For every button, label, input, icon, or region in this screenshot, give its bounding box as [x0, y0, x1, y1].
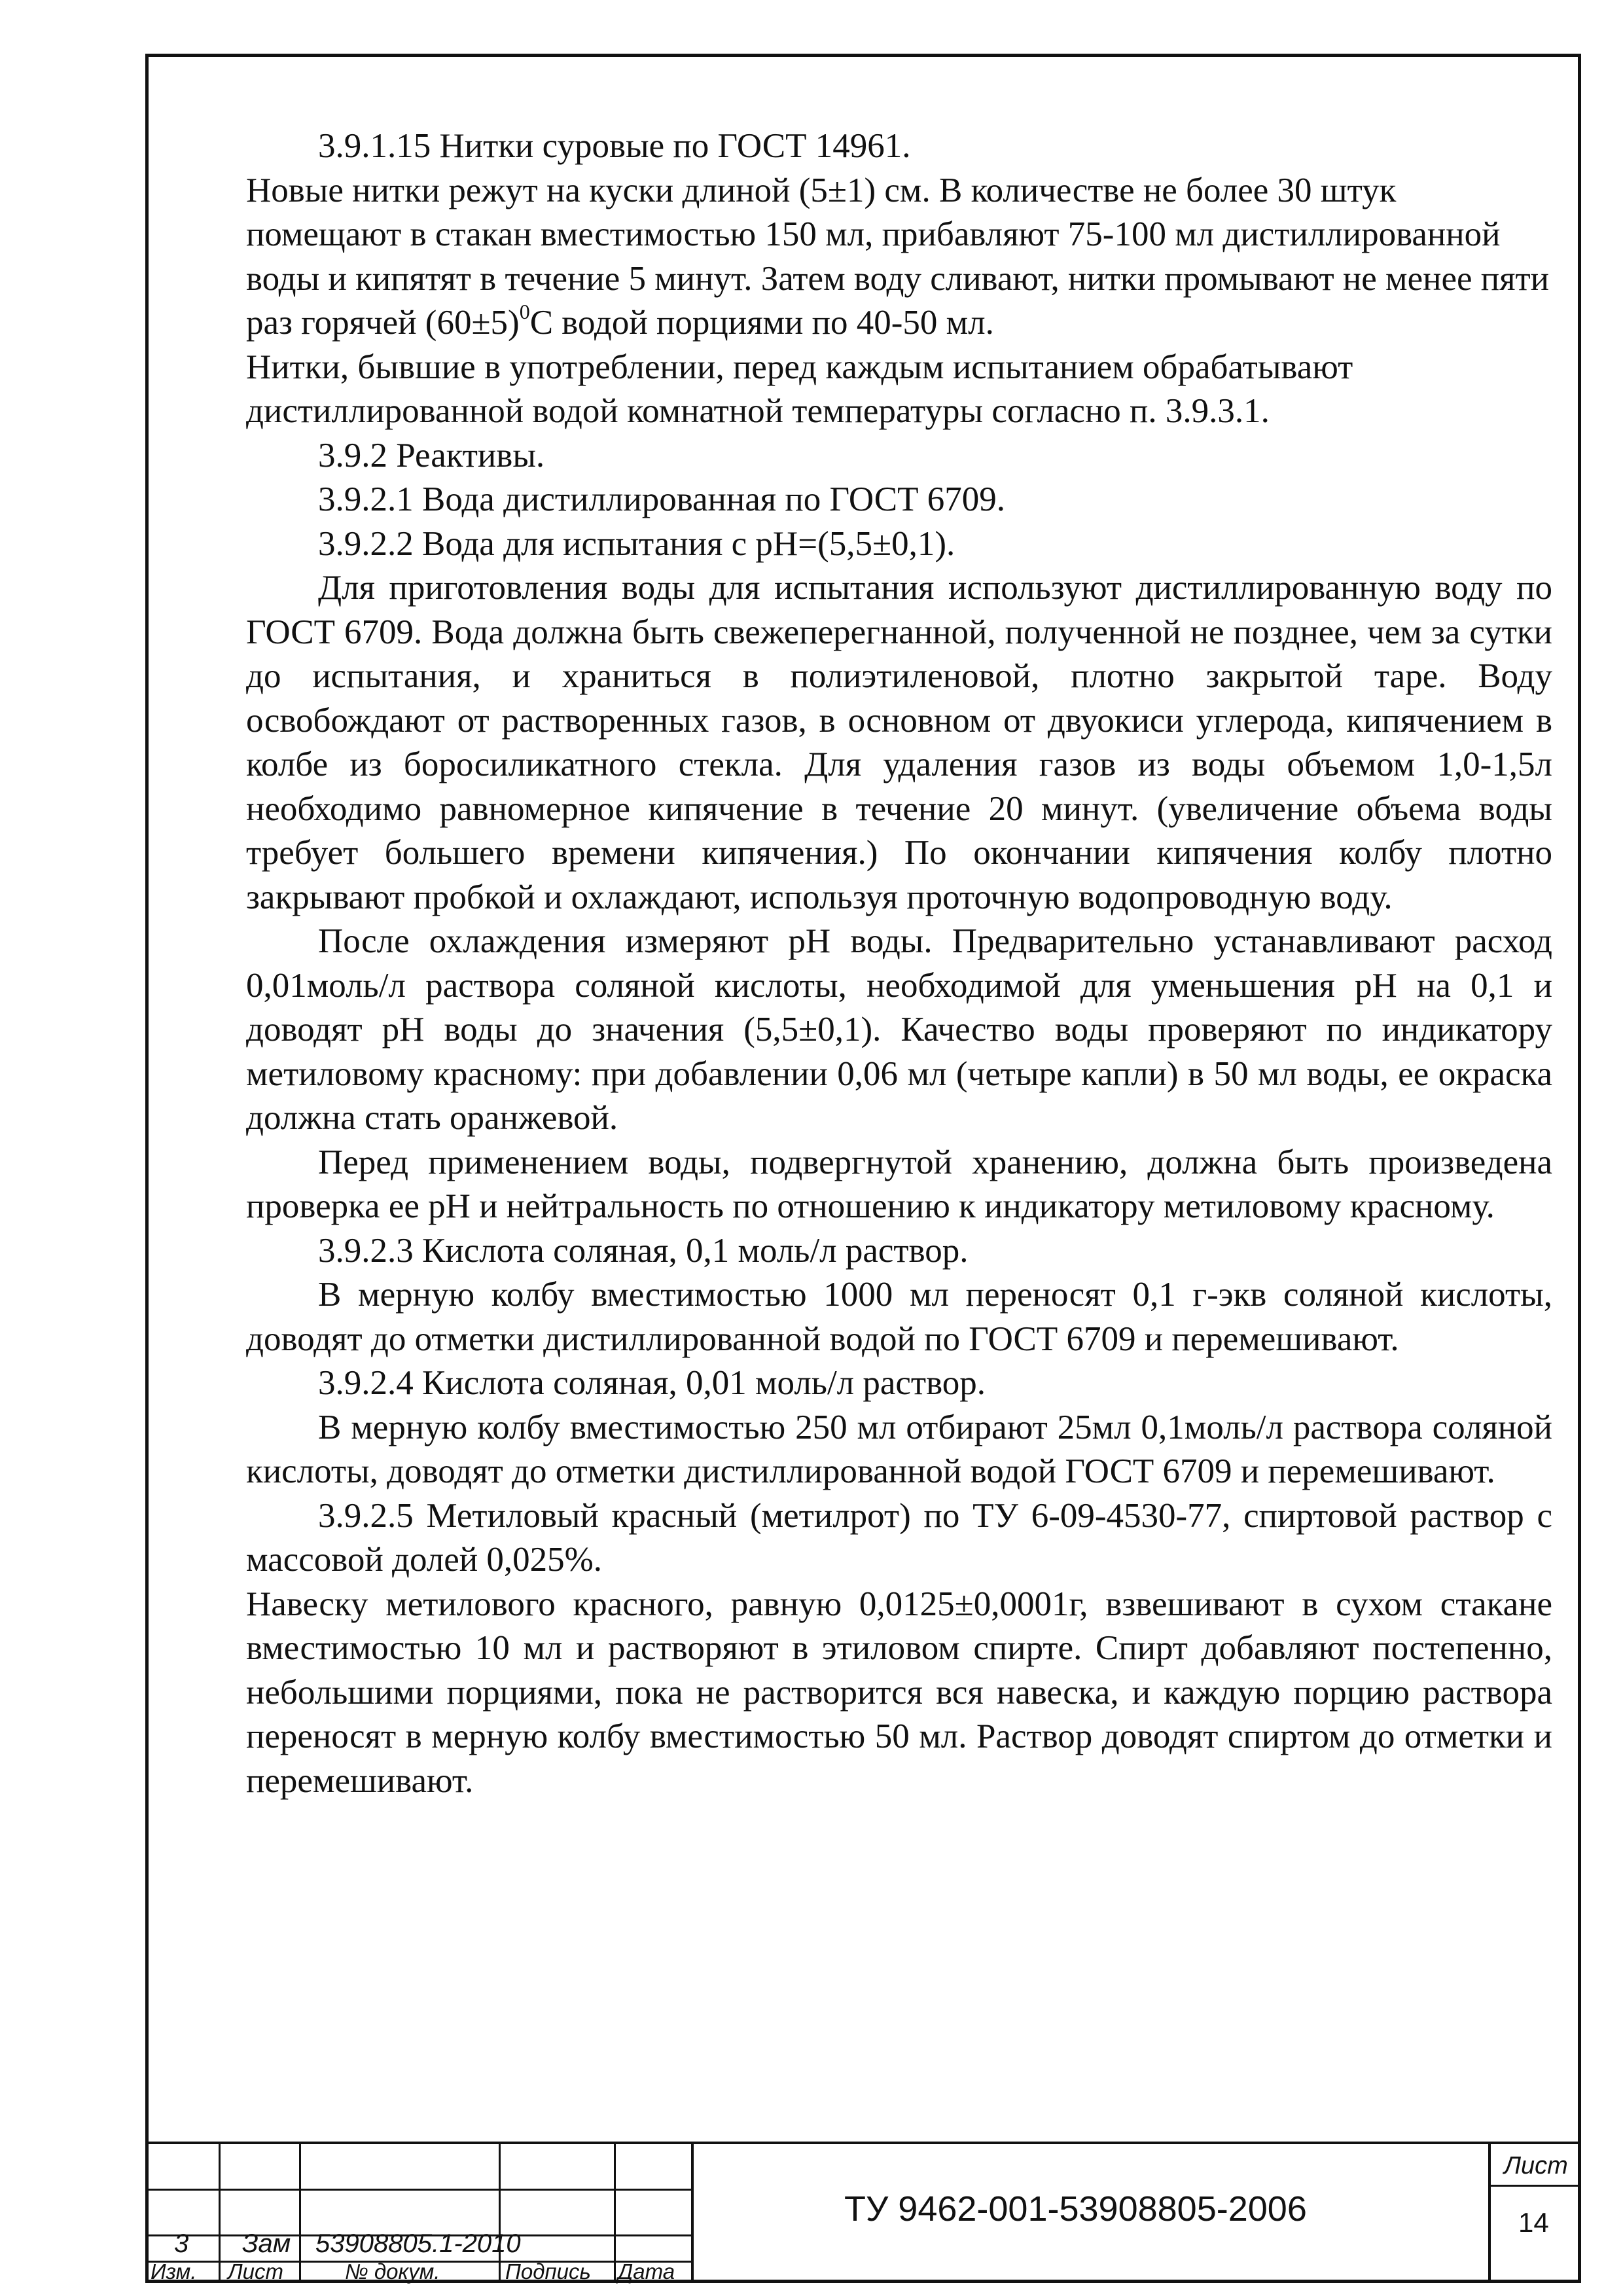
paragraph: 3.9.2.5 Метиловый красный (метилрот) по ТУ 6-09-4530-77, спиртовой раствор с массовой долей 0,025%. [246, 1496, 1552, 1579]
paragraph: В мерную колбу вместимостью 250 мл отбирают 25мл 0,1моль/л раствора соляной кислоты, доводят до отметки дистиллированной водой ГОСТ 6709 и перемешивают. [246, 1408, 1552, 1490]
paragraph: Нитки, бывшие в употреблении, перед каждым испытанием обрабатывают дистиллированной водой комнатной температуры согласно п. 3.9.3.1. [246, 348, 1353, 430]
paragraph: В мерную колбу вместимостью 1000 мл переносят 0,1 г-экв соляной кислоты, доводят до отметки дистиллированной водой по ГОСТ 6709 и перемешивают. [246, 1276, 1552, 1358]
paragraph: 3.9.1.15 Нитки суровые по ГОСТ 14961. [318, 127, 911, 165]
paragraph: Навеску метилового красного, равную 0,0125±0,0001г, взвешивают в сухом стакане вместимостью 10 мл и растворяют в этиловом спирте. Спирт добавляют постепенно, небольшими порциями, пока не растворится вся навеска, и каждую порцию раствора переносят в мерную колбу вместимостью 50 мл. Раствор доводят спиртом до отметки и перемешивают. [246, 1585, 1552, 1800]
stamp-doc-number-label: № докум. [345, 2259, 440, 2284]
stamp-list-label: Лист [228, 2259, 283, 2284]
stamp-list-value: Зам [242, 2229, 291, 2258]
title-block [145, 2142, 1581, 2283]
stamp-date-label: Дата [618, 2259, 675, 2284]
document-code-title: ТУ 9462-001-53908805-2006 [844, 2189, 1307, 2229]
stamp-izm-value: 3 [174, 2229, 189, 2258]
paragraph: Новые нитки режут на куски длиной (5±1) см. В количестве не более 30 штук помещают в стакан вместимостью 150 мл, прибавляют 75-100 мл дистиллированной воды и кипятят в течение 5 минут. Затем воду сливают, нитки промывают не менее пяти раз горячей $(60\pm 5)^0С$ водой порциями по 40-50 мл. [246, 171, 1550, 342]
paragraph: После охлаждения измеряют pH воды. Предварительно устанавливают расход 0,01моль/л раствора соляной кислоты, необходимой для уменьшения pH на 0,1 и доводят pH воды до значения (5,5±0,1). Качество воды проверяют по индикатору метиловому красному: при добавлении 0,06 мл (четыре капли) в 50 мл воды, ее окраска должна стать оранжевой. [246, 922, 1552, 1137]
paragraph: 3.9.2.3 Кислота соляная, 0,1 моль/л раствор. [318, 1231, 969, 1270]
sheet-label: Лист [1504, 2152, 1568, 2179]
paragraph: Перед применением воды, подвергнутой хранению, должна быть произведена проверка ее pH и нейтральность по отношению к индикатору метиловому красному. [246, 1143, 1552, 1225]
stamp-signature-label: Подпись [505, 2259, 591, 2284]
paragraph: 3.9.2 Реактивы. [318, 436, 545, 475]
paragraph: Для приготовления воды для испытания используют дистиллированную воду по ГОСТ 6709. Вода должна быть свежеперегнанной, полученной не позднее, чем за сутки до испытания, и храниться в полиэтиленовой, плотно закрытой таре. Воду освобождают от растворенных газов, в основном от двуокиси углерода, кипячением в колбе из боросиликатного стекла. Для удаления газов из воды объемом 1,0-1,5л необходимо равномерное кипячение в течение 20 минут. (увеличение объема воды требует большего времени кипячения.) По окончании кипячения колбу плотно закрывают пробкой и охлаждают, используя проточную водопроводную воду. [246, 569, 1552, 916]
paragraph: 3.9.2.4 Кислота соляная, 0,01 моль/л раствор. [318, 1364, 986, 1402]
stamp-doc-number-value: 53908805.1-2010 [315, 2229, 521, 2258]
sheet-number: 14 [1518, 2207, 1549, 2238]
stamp-izm-label: Изм. [151, 2259, 197, 2284]
paragraph: 3.9.2.1 Вода дистиллированная по ГОСТ 6709. [318, 480, 1006, 518]
paragraph: 3.9.2.2 Вода для испытания с pH=(5,5±0,1). [318, 524, 955, 563]
document-body [246, 124, 1552, 1803]
